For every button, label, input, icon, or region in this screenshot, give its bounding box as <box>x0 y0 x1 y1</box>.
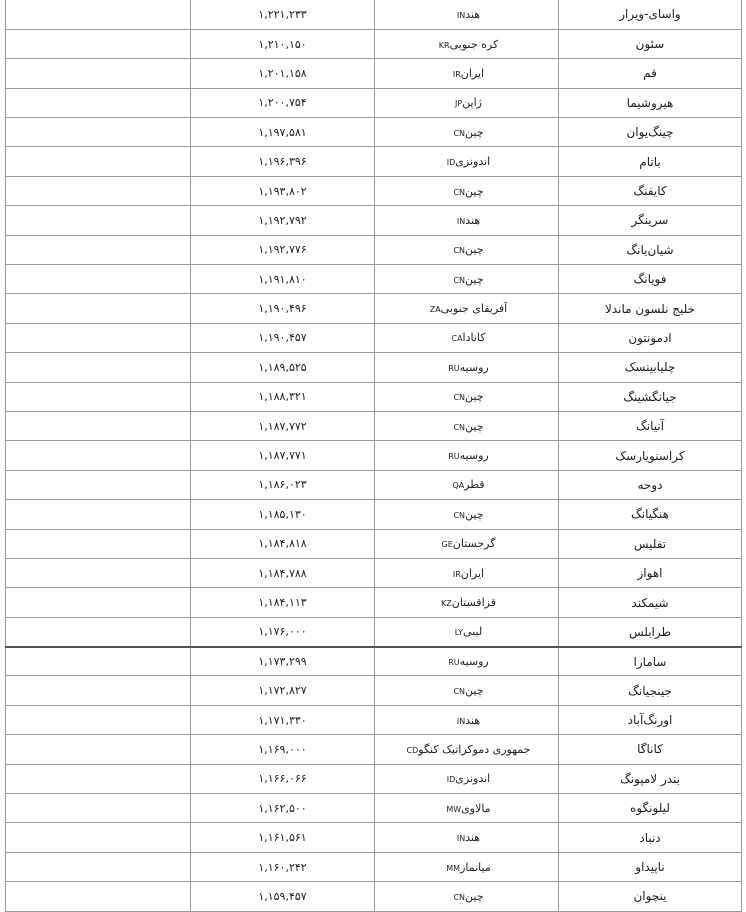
table-row <box>6 235 742 264</box>
country-code: MM <box>446 863 461 873</box>
city-name-cell: دوحه <box>559 470 742 499</box>
table-row <box>6 59 742 88</box>
population-cell: ۱,۱۸۴,۱۱۳ <box>191 588 375 617</box>
country-code: IR <box>452 69 461 79</box>
empty-cell <box>6 235 191 264</box>
city-name-cell: کراسنویارسک <box>559 441 742 470</box>
city-name-cell: سرینگر <box>559 206 742 235</box>
city-name-cell: اهواز <box>559 558 742 587</box>
empty-cell <box>6 147 191 176</box>
country-code: MW <box>446 804 462 814</box>
empty-cell <box>6 735 191 764</box>
population-cell: ۱,۱۷۶,۰۰۰ <box>191 617 375 646</box>
population-cell: ۱,۲۰۱,۱۵۸ <box>191 59 375 88</box>
city-name-cell: جینجیانگ <box>559 676 742 705</box>
population-cell: ۱,۱۶۹,۰۰۰ <box>191 735 375 764</box>
population-cell: ۱,۱۷۱,۳۳۰ <box>191 705 375 734</box>
country-cell <box>375 764 559 793</box>
table-row <box>6 323 742 352</box>
country-name: چین <box>465 390 484 404</box>
city-name-cell: بندر لامپونگ <box>559 764 742 793</box>
country-name: چین <box>465 889 484 903</box>
table-body <box>6 0 742 911</box>
country-cell <box>375 852 559 881</box>
country-code: QA <box>452 481 465 491</box>
country-name: چین <box>465 507 484 521</box>
country-cell <box>375 735 559 764</box>
country-name: قطر <box>464 478 485 492</box>
country-name: هند <box>465 831 481 845</box>
table-row <box>6 0 742 29</box>
table-row <box>6 735 742 764</box>
table-row <box>6 558 742 587</box>
country-name: روسیه <box>459 360 489 374</box>
city-name-cell: لیلونگوه <box>559 794 742 823</box>
empty-cell <box>6 470 191 499</box>
country-code: CN <box>453 510 466 520</box>
empty-cell <box>6 59 191 88</box>
country-code: CN <box>453 275 466 285</box>
population-cell: ۱,۱۸۴,۷۸۸ <box>191 558 375 587</box>
empty-cell <box>6 794 191 823</box>
empty-cell <box>6 764 191 793</box>
city-name-cell: ناپیداو <box>559 852 742 881</box>
city-name-cell: آنیانگ <box>559 411 742 440</box>
city-name-cell: شیان‌یانگ <box>559 235 742 264</box>
table-row <box>6 353 742 382</box>
country-name: چین <box>465 272 484 286</box>
population-cell: ۱,۱۶۲,۵۰۰ <box>191 794 375 823</box>
empty-cell <box>6 382 191 411</box>
empty-cell <box>6 647 191 676</box>
city-name-cell: کایفنگ <box>559 176 742 205</box>
city-name-cell: چینگ‌یوان <box>559 118 742 147</box>
empty-cell <box>6 588 191 617</box>
country-code: CN <box>453 687 466 697</box>
country-code: IN <box>456 834 466 844</box>
country-name: کره جنوبی <box>449 37 499 51</box>
table-row <box>6 852 742 881</box>
country-code: ID <box>446 158 456 168</box>
empty-cell <box>6 265 191 294</box>
country-code: CN <box>453 187 466 197</box>
country-cell <box>375 882 559 911</box>
table-row <box>6 882 742 911</box>
empty-cell <box>6 88 191 117</box>
country-name: چین <box>465 125 484 139</box>
population-cell: ۱,۱۶۱,۵۶۱ <box>191 823 375 852</box>
country-cell <box>375 382 559 411</box>
country-code: IR <box>452 569 461 579</box>
city-name-cell: هنگیانگ <box>559 500 742 529</box>
population-cell: ۱,۲۲۱,۲۳۳ <box>191 0 375 29</box>
empty-cell <box>6 705 191 734</box>
empty-cell <box>6 500 191 529</box>
country-code: RU <box>448 452 460 462</box>
country-code: IN <box>456 10 466 20</box>
table-row <box>6 118 742 147</box>
city-name-cell: ادمونتون <box>559 323 742 352</box>
country-code: ZA <box>429 305 441 315</box>
country-code: KZ <box>441 599 452 608</box>
country-name: چین <box>465 419 484 433</box>
population-cell: ۱,۱۹۰,۴۵۷ <box>191 323 375 352</box>
city-name-cell: فویانگ <box>559 265 742 294</box>
country-code: RU <box>448 363 460 373</box>
country-code: CN <box>453 422 466 432</box>
table-row <box>6 676 742 705</box>
country-name: کانادا <box>462 331 486 345</box>
empty-cell <box>6 441 191 470</box>
table-row <box>6 823 742 852</box>
city-name-cell: چلیابینسک <box>559 353 742 382</box>
empty-cell <box>6 0 191 29</box>
table-row <box>6 147 742 176</box>
country-code: RU <box>448 658 460 668</box>
country-cell <box>375 88 559 117</box>
country-cell <box>375 676 559 705</box>
country-code: CN <box>453 246 466 256</box>
empty-cell <box>6 118 191 147</box>
table-row <box>6 794 742 823</box>
table-row <box>6 382 742 411</box>
country-cell <box>375 59 559 88</box>
population-cell: ۱,۱۸۷,۷۷۲ <box>191 411 375 440</box>
country-name: چین <box>465 243 484 257</box>
population-cell: ۱,۱۵۹,۴۵۷ <box>191 882 375 911</box>
empty-cell <box>6 411 191 440</box>
city-name-cell: اورنگ‌آباد <box>559 705 742 734</box>
table-row <box>6 176 742 205</box>
empty-cell <box>6 676 191 705</box>
country-cell <box>375 0 559 29</box>
population-cell: ۱,۱۸۵,۱۳۰ <box>191 500 375 529</box>
table-row <box>6 500 742 529</box>
population-cell: ۱,۱۶۶,۰۶۶ <box>191 764 375 793</box>
table-row <box>6 705 742 734</box>
population-cell: ۱,۱۸۹,۵۲۵ <box>191 353 375 382</box>
population-cell: ۱,۱۸۶,۰۲۳ <box>191 470 375 499</box>
country-name: چین <box>465 684 484 698</box>
country-name: ایران <box>460 566 485 580</box>
population-cell: ۱,۱۹۷,۵۸۱ <box>191 118 375 147</box>
country-name: مالاوی <box>461 801 491 815</box>
table-row <box>6 529 742 558</box>
city-name-cell: سامارا <box>559 647 742 676</box>
country-name: میانمار <box>460 860 491 874</box>
country-name: گرجستان <box>452 537 496 551</box>
empty-cell <box>6 617 191 646</box>
table-row <box>6 617 742 646</box>
country-cell <box>375 353 559 382</box>
country-cell <box>375 558 559 587</box>
country-code: IN <box>456 716 466 726</box>
country-name: ایران <box>460 66 485 80</box>
city-name-cell: باتام <box>559 147 742 176</box>
population-cell: ۱,۲۱۰,۱۵۰ <box>191 29 375 58</box>
country-code: LY <box>454 628 464 638</box>
population-cell: ۱,۲۰۰,۷۵۴ <box>191 88 375 117</box>
country-code: CN <box>453 393 466 403</box>
city-name-cell: طرابلس <box>559 617 742 646</box>
country-cell <box>375 470 559 499</box>
table-row <box>6 441 742 470</box>
country-name: لیبی <box>463 625 483 639</box>
country-name: اندونزی <box>455 155 491 169</box>
table-row <box>6 764 742 793</box>
city-name-cell: تفلیس <box>559 529 742 558</box>
city-name-cell: شیمکند <box>559 588 742 617</box>
population-cell: ۱,۱۸۴,۸۱۸ <box>191 529 375 558</box>
empty-cell <box>6 823 191 852</box>
country-cell <box>375 794 559 823</box>
empty-cell <box>6 176 191 205</box>
country-cell <box>375 206 559 235</box>
country-code: CA <box>451 334 463 344</box>
country-cell <box>375 147 559 176</box>
country-code: GE <box>441 540 453 550</box>
country-name: ژاپن <box>462 96 482 110</box>
country-cell <box>375 294 559 323</box>
city-name-cell: ینچوان <box>559 882 742 911</box>
population-cell: ۱,۱۹۲,۷۹۲ <box>191 206 375 235</box>
country-cell <box>375 118 559 147</box>
city-name-cell: کاناگا <box>559 735 742 764</box>
country-cell <box>375 441 559 470</box>
empty-cell <box>6 323 191 352</box>
empty-cell <box>6 29 191 58</box>
country-cell <box>375 323 559 352</box>
empty-cell <box>6 529 191 558</box>
country-code: ID <box>446 775 456 785</box>
population-cell: ۱,۱۸۷,۷۷۱ <box>191 441 375 470</box>
country-name: هند <box>465 713 481 727</box>
table-row <box>6 588 742 617</box>
table-row <box>6 294 742 323</box>
country-name: هند <box>465 7 481 21</box>
population-cell: ۱,۱۹۰,۴۹۶ <box>191 294 375 323</box>
table-row <box>6 88 742 117</box>
country-code: JP <box>455 99 463 109</box>
city-name-cell: جیانگشینگ <box>559 382 742 411</box>
country-name: روسیه <box>459 655 489 669</box>
city-name-cell: خلیج نلسون ماندلا <box>559 294 742 323</box>
empty-cell <box>6 206 191 235</box>
empty-cell <box>6 852 191 881</box>
population-cell: ۱,۱۶۰,۲۴۲ <box>191 852 375 881</box>
population-cell: ۱,۱۹۶,۳۹۶ <box>191 147 375 176</box>
country-cell <box>375 235 559 264</box>
city-name-cell: قم <box>559 59 742 88</box>
population-cell: ۱,۱۸۸,۳۲۱ <box>191 382 375 411</box>
country-name: آفریقای جنوبی <box>440 302 508 316</box>
empty-cell <box>6 882 191 911</box>
table-row <box>6 470 742 499</box>
country-name: روسیه <box>459 449 489 463</box>
country-code: CN <box>453 892 466 902</box>
city-name-cell: واسای-ویرار <box>559 0 742 29</box>
population-cell: ۱,۱۹۲,۷۷۶ <box>191 235 375 264</box>
table-row <box>6 206 742 235</box>
country-cell <box>375 500 559 529</box>
country-code: IN <box>456 216 466 226</box>
empty-cell <box>6 294 191 323</box>
city-name-cell: هیروشیما <box>559 88 742 117</box>
country-name: جمهوری دموکراتیک کنگو <box>418 742 531 756</box>
country-cell <box>375 29 559 58</box>
country-cell <box>375 411 559 440</box>
table-row <box>6 647 742 676</box>
table-row <box>6 411 742 440</box>
country-cell <box>375 647 559 676</box>
population-cell: ۱,۱۹۳,۸۰۲ <box>191 176 375 205</box>
city-population-table <box>5 0 742 912</box>
country-name: قزاقستان <box>451 596 496 609</box>
empty-cell <box>6 353 191 382</box>
country-cell <box>375 265 559 294</box>
country-code: KR <box>438 40 450 50</box>
country-cell <box>375 823 559 852</box>
table-row <box>6 29 742 58</box>
table-row <box>6 265 742 294</box>
city-name-cell: سئون <box>559 29 742 58</box>
city-population-table-container <box>5 0 741 912</box>
country-code: CD <box>406 745 419 755</box>
country-cell <box>375 617 559 646</box>
population-cell: ۱,۱۷۲,۸۲۷ <box>191 676 375 705</box>
country-name: چین <box>465 184 484 198</box>
country-cell <box>375 588 559 617</box>
empty-cell <box>6 558 191 587</box>
population-cell: ۱,۱۷۳,۲۹۹ <box>191 647 375 676</box>
country-cell <box>375 176 559 205</box>
city-name-cell: دنباد <box>559 823 742 852</box>
country-cell <box>375 705 559 734</box>
country-name: هند <box>465 213 481 227</box>
country-code: CN <box>453 128 466 138</box>
country-cell <box>375 529 559 558</box>
population-cell: ۱,۱۹۱,۸۱۰ <box>191 265 375 294</box>
country-name: اندونزی <box>455 772 491 786</box>
